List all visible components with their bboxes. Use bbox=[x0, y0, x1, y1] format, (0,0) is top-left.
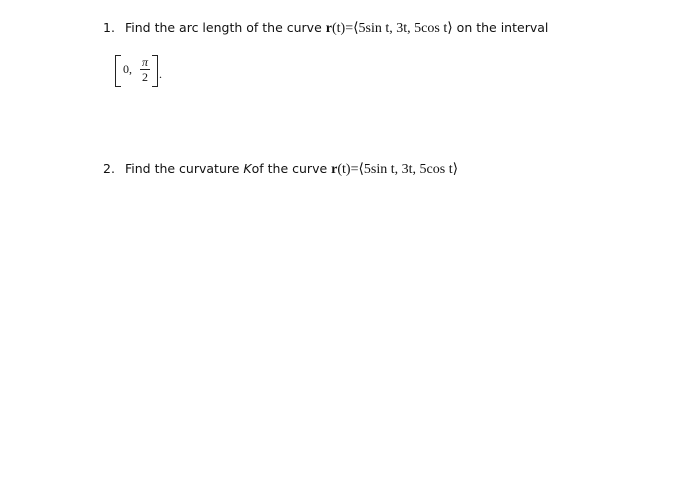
problem-2 bbox=[103, 161, 458, 178]
problem-1-prompt: Find the arc length of the curve bbox=[124, 20, 322, 35]
problem-1 bbox=[103, 20, 548, 37]
problem-2-prompt-mid: of the curve bbox=[251, 161, 328, 176]
problem-2-number: 2. bbox=[103, 161, 115, 176]
interval-upper-fraction bbox=[140, 56, 150, 83]
fraction-denominator: 2 bbox=[142, 70, 148, 84]
curve-components: (t)=⟨5sin t, 3t, 5cos t⟩ bbox=[331, 21, 453, 36]
problem-1-number: 1. bbox=[103, 20, 115, 35]
problem-1-curve-equation bbox=[326, 21, 453, 36]
problem-1-prompt-end: on the interval bbox=[456, 20, 549, 35]
right-bracket bbox=[152, 55, 158, 87]
problem-2-curve-equation bbox=[331, 162, 458, 177]
interval-period: . bbox=[159, 67, 162, 81]
left-bracket bbox=[115, 55, 121, 87]
vector-r: r bbox=[331, 162, 338, 177]
interval-lower: 0, bbox=[123, 62, 132, 76]
curvature-symbol: K bbox=[243, 161, 252, 176]
curve-components: (t)=⟨5sin t, 3t, 5cos t⟩ bbox=[337, 162, 459, 177]
problem-2-prompt: Find the curvature bbox=[124, 161, 240, 176]
fraction-numerator: π bbox=[141, 55, 148, 69]
vector-r: r bbox=[325, 21, 332, 36]
